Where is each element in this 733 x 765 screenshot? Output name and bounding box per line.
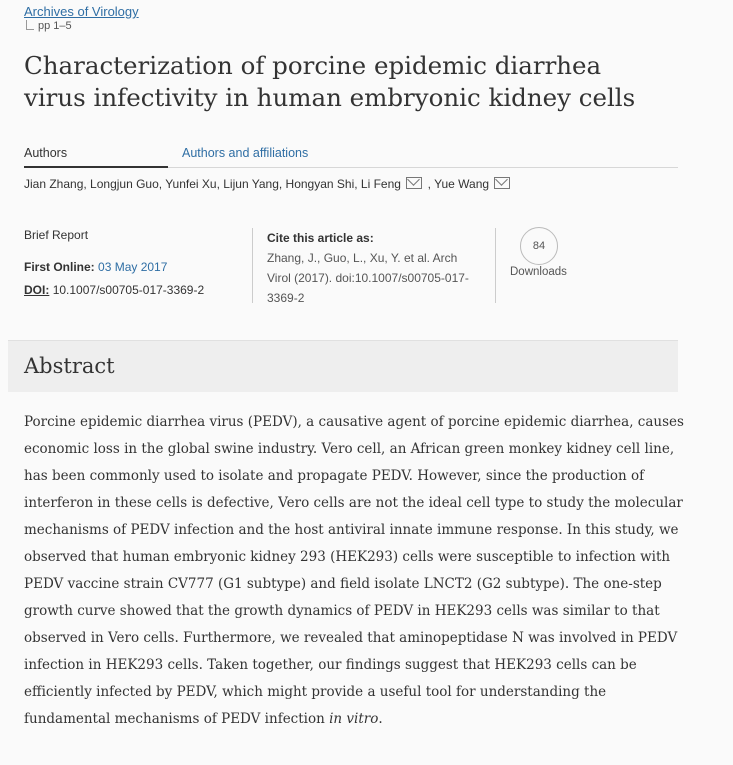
- divider: [252, 228, 253, 303]
- mail-icon[interactable]: [494, 177, 510, 189]
- author-list: [24, 177, 512, 191]
- doi-value[interactable]: 10.1007/s00705-017-3369-2: [52, 283, 205, 297]
- mail-icon[interactable]: [406, 177, 422, 189]
- article-type: Brief Report: [24, 228, 89, 242]
- article-title: Characterization of porcine epidemic diarrhea virus infectivity in human embryonic kidney cells: [24, 51, 636, 112]
- tab-authors[interactable]: Authors: [24, 146, 168, 168]
- cite-text: Zhang, J., Guo, L., Xu, Y. et al. Arch Virol (2017). doi:10.1007/s00705-017-3369-2: [267, 251, 469, 305]
- downloads-count: 84: [520, 227, 558, 265]
- authors-names: Jian Zhang, Longjun Guo, Yunfei Xu, Lijun Yang, Hongyan Shi, Li Feng: [24, 177, 401, 191]
- doi: [24, 283, 204, 297]
- abstract-heading: Abstract: [24, 354, 115, 378]
- page-range: pp 1–5: [26, 20, 72, 32]
- abstract-body: [24, 409, 684, 733]
- abstract-header: [8, 340, 678, 392]
- doi-label: DOI:: [24, 283, 50, 297]
- first-online-label: First Online:: [24, 260, 95, 274]
- first-online: [24, 260, 167, 274]
- author-tabs: [24, 146, 678, 168]
- divider: [495, 228, 496, 303]
- downloads-label: Downloads: [510, 266, 567, 278]
- abstract-italic: in vitro: [329, 711, 379, 727]
- authors-separator: ,: [427, 177, 431, 191]
- cite-label: Cite this article as:: [267, 231, 374, 245]
- citation: [267, 228, 482, 308]
- abstract-text: Porcine epidemic diarrhea virus (PEDV), a causative agent of porcine epidemic diarrhea, causes economic loss in the global swine industry. Vero cell, an African green monkey kidney cell line, has been commonly used to isolate and propagate PEDV. However, since the production of interferon in these cells is defective, Vero cells are not the ideal cell type to study the molecular mechanisms of PEDV infection and the host antiviral innate immune response. In this study, we observed that human embryonic kidney 293 (HEK293) cells were susceptible to infection with PEDV vaccine strain CV777 (G1 subtype) and field isolate LNCT2 (G2 subtype). The one-step growth curve showed that the growth dynamics of PEDV in HEK293 cells was similar to that observed in Vero cells. Furthermore, we revealed that aminopeptidase N was involved in PEDV infection in HEK293 cells. Taken together, our findings suggest that HEK293 cells can be efficiently infected by PEDV, which might provide a useful tool for understanding the fundamental mechanisms of PEDV infection: [24, 414, 684, 727]
- tab-authors-and-affiliations[interactable]: Authors and affiliations: [182, 146, 309, 160]
- first-online-date[interactable]: 03 May 2017: [98, 260, 168, 274]
- author-last[interactable]: Yue Wang: [434, 177, 490, 191]
- journal-link[interactable]: Archives of Virology: [24, 4, 139, 19]
- abstract-end: .: [378, 711, 383, 727]
